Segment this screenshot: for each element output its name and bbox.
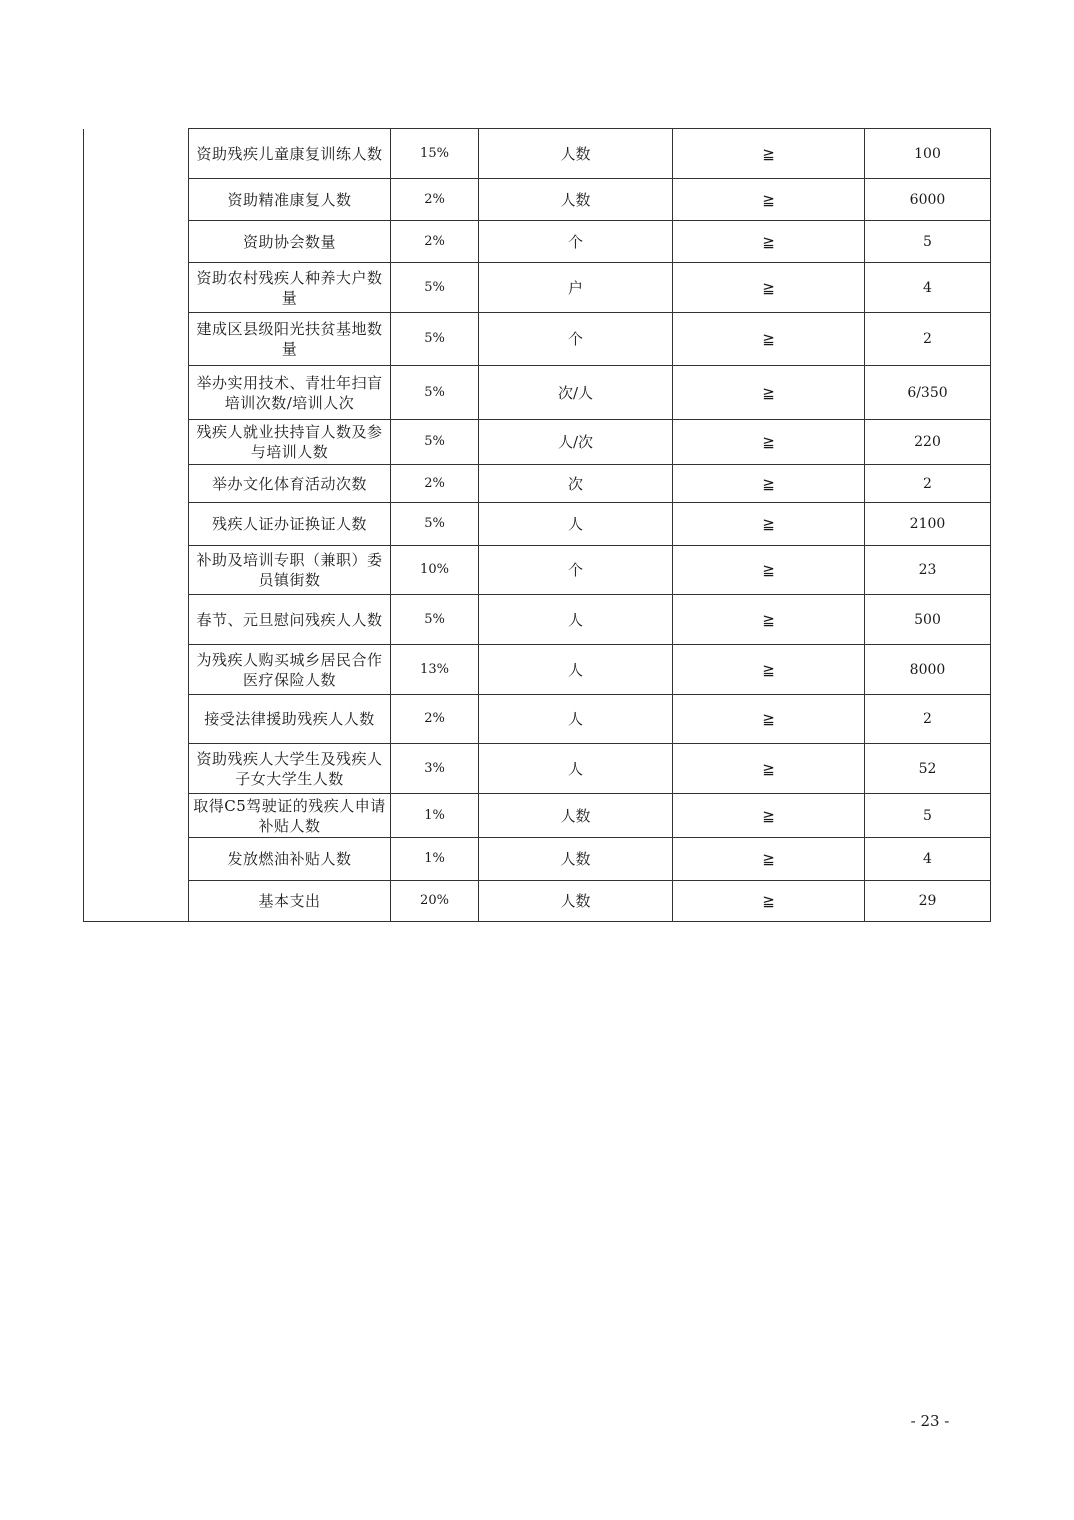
indicator-operator: ≧ xyxy=(673,838,865,881)
indicator-target-value: 2 xyxy=(865,313,991,366)
table-body xyxy=(189,129,991,922)
indicator-name: 发放燃油补贴人数 xyxy=(189,838,391,881)
indicator-name: 取得C5驾驶证的残疾人申请补贴人数 xyxy=(189,794,391,838)
indicator-name: 资助农村残疾人种养大户数量 xyxy=(189,263,391,313)
indicator-operator: ≧ xyxy=(673,313,865,366)
indicator-operator: ≧ xyxy=(673,221,865,263)
indicator-operator: ≧ xyxy=(673,645,865,695)
indicator-weight: 5% xyxy=(391,366,479,420)
indicator-target-value: 100 xyxy=(865,129,991,179)
indicator-name: 补助及培训专职（兼职）委员镇街数 xyxy=(189,546,391,595)
indicator-target-value: 6/350 xyxy=(865,366,991,420)
table-row xyxy=(189,420,991,465)
indicator-operator: ≧ xyxy=(673,263,865,313)
indicator-target-value: 5 xyxy=(865,794,991,838)
table-row xyxy=(189,645,991,695)
table-row xyxy=(189,695,991,744)
indicator-unit: 人数 xyxy=(479,179,673,221)
table-row xyxy=(189,179,991,221)
indicator-unit: 人 xyxy=(479,595,673,645)
indicator-unit: 人 xyxy=(479,695,673,744)
indicator-target-value: 2 xyxy=(865,465,991,503)
indicator-unit: 人数 xyxy=(479,129,673,179)
indicator-weight: 1% xyxy=(391,794,479,838)
indicator-name: 资助残疾人大学生及残疾人子女大学生人数 xyxy=(189,744,391,794)
indicator-name: 建成区县级阳光扶贫基地数量 xyxy=(189,313,391,366)
table-row xyxy=(189,838,991,881)
table-row xyxy=(189,221,991,263)
indicator-target-value: 6000 xyxy=(865,179,991,221)
table-row xyxy=(189,465,991,503)
indicator-weight: 1% xyxy=(391,838,479,881)
indicator-operator: ≧ xyxy=(673,420,865,465)
indicator-name: 举办实用技术、青壮年扫盲培训次数/培训人次 xyxy=(189,366,391,420)
indicator-target-value: 2100 xyxy=(865,503,991,546)
indicator-unit: 户 xyxy=(479,263,673,313)
table-row xyxy=(189,313,991,366)
indicator-unit: 人 xyxy=(479,645,673,695)
indicator-unit: 个 xyxy=(479,221,673,263)
indicator-name: 举办文化体育活动次数 xyxy=(189,465,391,503)
performance-indicator-table xyxy=(188,128,991,922)
indicator-target-value: 23 xyxy=(865,546,991,595)
indicator-weight: 2% xyxy=(391,465,479,503)
table-row xyxy=(189,366,991,420)
indicator-unit: 个 xyxy=(479,546,673,595)
indicator-unit: 人/次 xyxy=(479,420,673,465)
indicator-target-value: 4 xyxy=(865,263,991,313)
indicator-name: 接受法律援助残疾人人数 xyxy=(189,695,391,744)
page-number: - 23 - xyxy=(910,1412,950,1430)
indicator-operator: ≧ xyxy=(673,744,865,794)
indicator-weight: 20% xyxy=(391,881,479,922)
indicator-target-value: 52 xyxy=(865,744,991,794)
table-row xyxy=(189,129,991,179)
indicator-weight: 5% xyxy=(391,420,479,465)
table-row xyxy=(189,744,991,794)
indicator-operator: ≧ xyxy=(673,595,865,645)
indicator-target-value: 5 xyxy=(865,221,991,263)
indicator-target-value: 2 xyxy=(865,695,991,744)
indicator-name: 资助残疾儿童康复训练人数 xyxy=(189,129,391,179)
indicator-unit: 次/人 xyxy=(479,366,673,420)
indicator-weight: 2% xyxy=(391,221,479,263)
indicator-weight: 5% xyxy=(391,313,479,366)
indicator-unit: 人 xyxy=(479,503,673,546)
indicator-weight: 10% xyxy=(391,546,479,595)
indicator-name: 资助精准康复人数 xyxy=(189,179,391,221)
indicator-unit: 人数 xyxy=(479,794,673,838)
indicator-target-value: 500 xyxy=(865,595,991,645)
indicator-name: 资助协会数量 xyxy=(189,221,391,263)
indicator-unit: 人数 xyxy=(479,838,673,881)
indicator-target-value: 220 xyxy=(865,420,991,465)
indicator-weight: 2% xyxy=(391,179,479,221)
indicator-name: 残疾人证办证换证人数 xyxy=(189,503,391,546)
indicator-unit: 个 xyxy=(479,313,673,366)
indicator-name: 残疾人就业扶持盲人数及参与培训人数 xyxy=(189,420,391,465)
indicator-unit: 人 xyxy=(479,744,673,794)
indicator-operator: ≧ xyxy=(673,129,865,179)
indicator-operator: ≧ xyxy=(673,695,865,744)
left-column-border xyxy=(83,129,84,922)
indicator-name: 为残疾人购买城乡居民合作医疗保险人数 xyxy=(189,645,391,695)
indicator-weight: 5% xyxy=(391,595,479,645)
indicator-operator: ≧ xyxy=(673,546,865,595)
table-row xyxy=(189,881,991,922)
table-row xyxy=(189,794,991,838)
indicator-target-value: 29 xyxy=(865,881,991,922)
table-row xyxy=(189,503,991,546)
indicator-weight: 13% xyxy=(391,645,479,695)
left-column-bottom-border xyxy=(83,921,189,922)
indicator-operator: ≧ xyxy=(673,465,865,503)
indicator-operator: ≧ xyxy=(673,881,865,922)
indicator-name: 春节、元旦慰问残疾人人数 xyxy=(189,595,391,645)
table-row xyxy=(189,595,991,645)
table-row xyxy=(189,546,991,595)
indicator-weight: 2% xyxy=(391,695,479,744)
indicator-operator: ≧ xyxy=(673,794,865,838)
indicator-target-value: 4 xyxy=(865,838,991,881)
indicator-operator: ≧ xyxy=(673,503,865,546)
indicator-weight: 5% xyxy=(391,503,479,546)
indicator-operator: ≧ xyxy=(673,366,865,420)
table-row xyxy=(189,263,991,313)
indicator-weight: 5% xyxy=(391,263,479,313)
indicator-weight: 15% xyxy=(391,129,479,179)
indicator-operator: ≧ xyxy=(673,179,865,221)
indicator-weight: 3% xyxy=(391,744,479,794)
indicator-unit: 人数 xyxy=(479,881,673,922)
indicator-target-value: 8000 xyxy=(865,645,991,695)
indicator-name: 基本支出 xyxy=(189,881,391,922)
indicator-unit: 次 xyxy=(479,465,673,503)
